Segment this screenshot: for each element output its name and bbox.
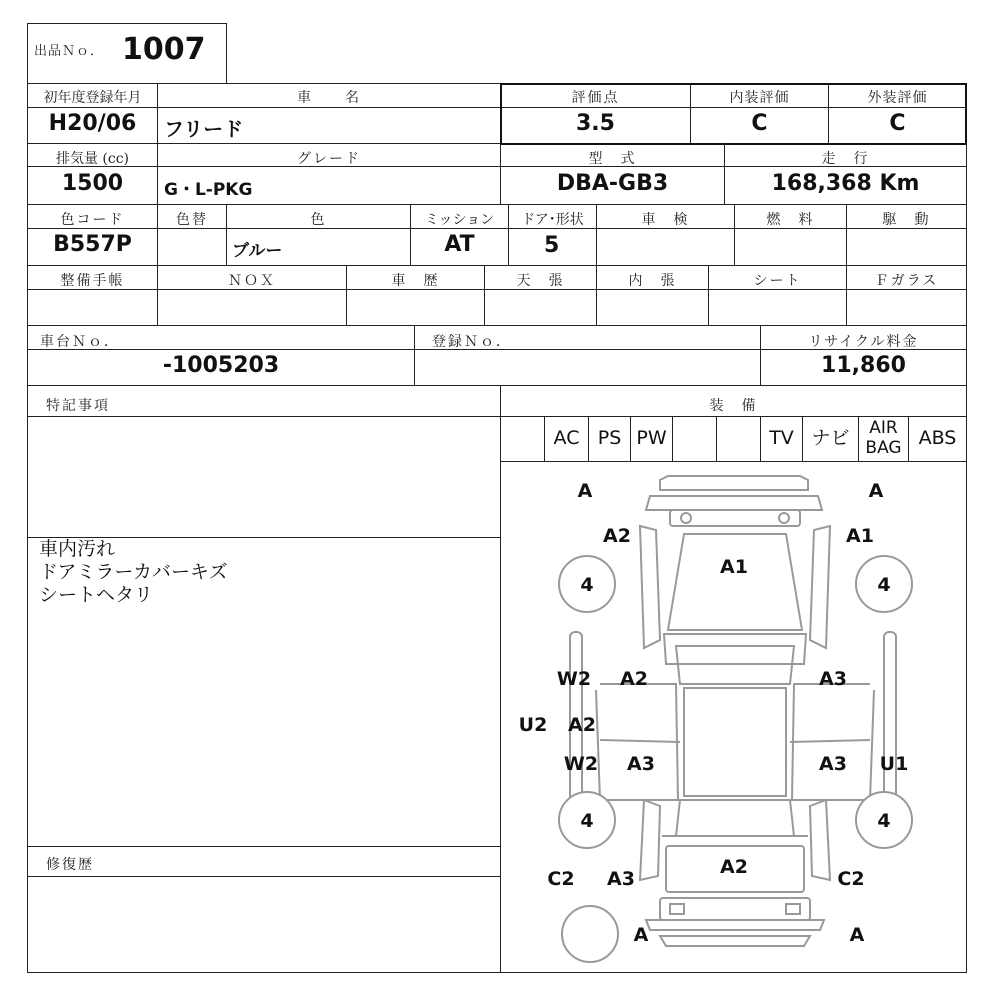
remark-line: シートヘタリ: [39, 584, 154, 606]
diagram-mark: A: [849, 924, 865, 946]
first-reg-value: H20/06: [48, 111, 137, 136]
registration-label: 登録Ｎｏ．: [432, 334, 512, 350]
diagram-mark: A: [577, 480, 593, 502]
doors-value: 5: [544, 233, 560, 258]
score-label: 評価点: [571, 90, 620, 106]
grade-label: グレード: [297, 151, 361, 167]
model-code-label: 型 式: [588, 151, 637, 167]
equip-ps: PS: [597, 427, 622, 449]
service-book-label: 整備手帳: [60, 273, 125, 289]
equip-tv: TV: [769, 427, 794, 449]
color-code-label: 色コード: [60, 212, 125, 228]
diagram-mark: 4: [580, 810, 594, 832]
model-code-value: DBA-GB3: [556, 171, 669, 196]
diagram-mark: A: [633, 924, 649, 946]
diagram-mark: U2: [518, 714, 548, 736]
diagram-mark: A2: [620, 668, 648, 690]
displacement-label: 排気量 (cc): [55, 151, 130, 167]
damage-marks: [519, 480, 909, 946]
spare-tire: [562, 906, 618, 962]
mission-label: ミッション: [424, 212, 495, 228]
inspection-label: 車 検: [641, 212, 690, 228]
car-name-value: フリード: [164, 117, 244, 141]
chassis-label: 車台Ｎｏ．: [40, 334, 120, 350]
color-label: 色: [310, 212, 327, 228]
mission-value: AT: [444, 232, 475, 257]
equip-navi: ナビ: [811, 427, 850, 449]
remarks-label: 特記事項: [46, 398, 110, 414]
displacement-value: 1500: [61, 171, 124, 196]
remark-line: 車内汚れ: [39, 538, 116, 560]
equip-pw: PW: [636, 427, 667, 449]
score-value: 3.5: [576, 111, 615, 136]
diagram-mark: 4: [580, 574, 594, 596]
interior-trim-label: 内 張: [628, 273, 677, 289]
windshield-label: Ｆガラス: [874, 273, 939, 289]
doors-label: ドア･形状: [521, 212, 584, 228]
grade-value: G・L-PKG: [164, 180, 253, 200]
chassis-value: -1005203: [162, 353, 280, 378]
diagram-mark: 4: [877, 574, 891, 596]
diagram-mark: A3: [607, 868, 635, 890]
tires: [556, 556, 912, 962]
mileage-label: 走 行: [821, 151, 870, 167]
first-reg-label: 初年度登録年月: [43, 90, 142, 106]
color-value: ブルー: [232, 241, 283, 261]
remark-line: ドアミラーカバーキズ: [39, 561, 228, 583]
drive-label: 駆 動: [882, 212, 931, 228]
equip-ac: AC: [553, 427, 580, 449]
recycle-fee-label: リサイクル料金: [808, 334, 919, 350]
diagram-mark: C2: [547, 868, 575, 890]
headliner-label: 天 張: [516, 273, 565, 289]
diagram-mark: A3: [819, 753, 847, 775]
seat-label: シート: [753, 273, 802, 289]
diagram-mark: A2: [603, 525, 631, 547]
diagram-mark: A: [868, 480, 884, 502]
diagram-mark: A1: [846, 525, 874, 547]
equipment-label: 装 備: [709, 398, 758, 414]
car-name-label: 車 名: [297, 90, 361, 106]
diagram-mark: U1: [879, 753, 909, 775]
repair-history-label: 修復歴: [46, 857, 94, 873]
interior-label: 内装評価: [729, 90, 790, 106]
equip-abs: ABS: [918, 427, 957, 449]
diagram-mark: A3: [627, 753, 655, 775]
car-diagram: [501, 462, 966, 972]
fuel-label: 燃 料: [766, 212, 815, 228]
listing-label: 出品Ｎｏ．: [34, 44, 105, 59]
diagram-mark: 4: [877, 810, 891, 832]
interior-value: C: [751, 111, 768, 136]
diagram-mark: W2: [556, 668, 592, 690]
diagram-mark: C2: [837, 868, 865, 890]
equip-airbag: AIR BAG: [865, 418, 902, 458]
history-label: 車 歴: [391, 273, 440, 289]
diagram-mark: A1: [720, 556, 748, 578]
diagram-mark: A2: [720, 856, 748, 878]
recycle-fee-value: 11,860: [821, 353, 906, 378]
diagram-mark: A3: [819, 668, 847, 690]
exterior-label: 外装評価: [867, 90, 928, 106]
mileage-value: 168,368 Km: [771, 171, 920, 196]
listing-number: 1007: [122, 32, 206, 67]
nox-label: ＮＯＸ: [228, 273, 276, 289]
color-change-label: 色替: [176, 212, 208, 228]
diagram-mark: W2: [563, 753, 599, 775]
color-code-value: B557P: [53, 232, 132, 257]
exterior-value: C: [889, 111, 906, 136]
diagram-mark: A2: [568, 714, 596, 736]
